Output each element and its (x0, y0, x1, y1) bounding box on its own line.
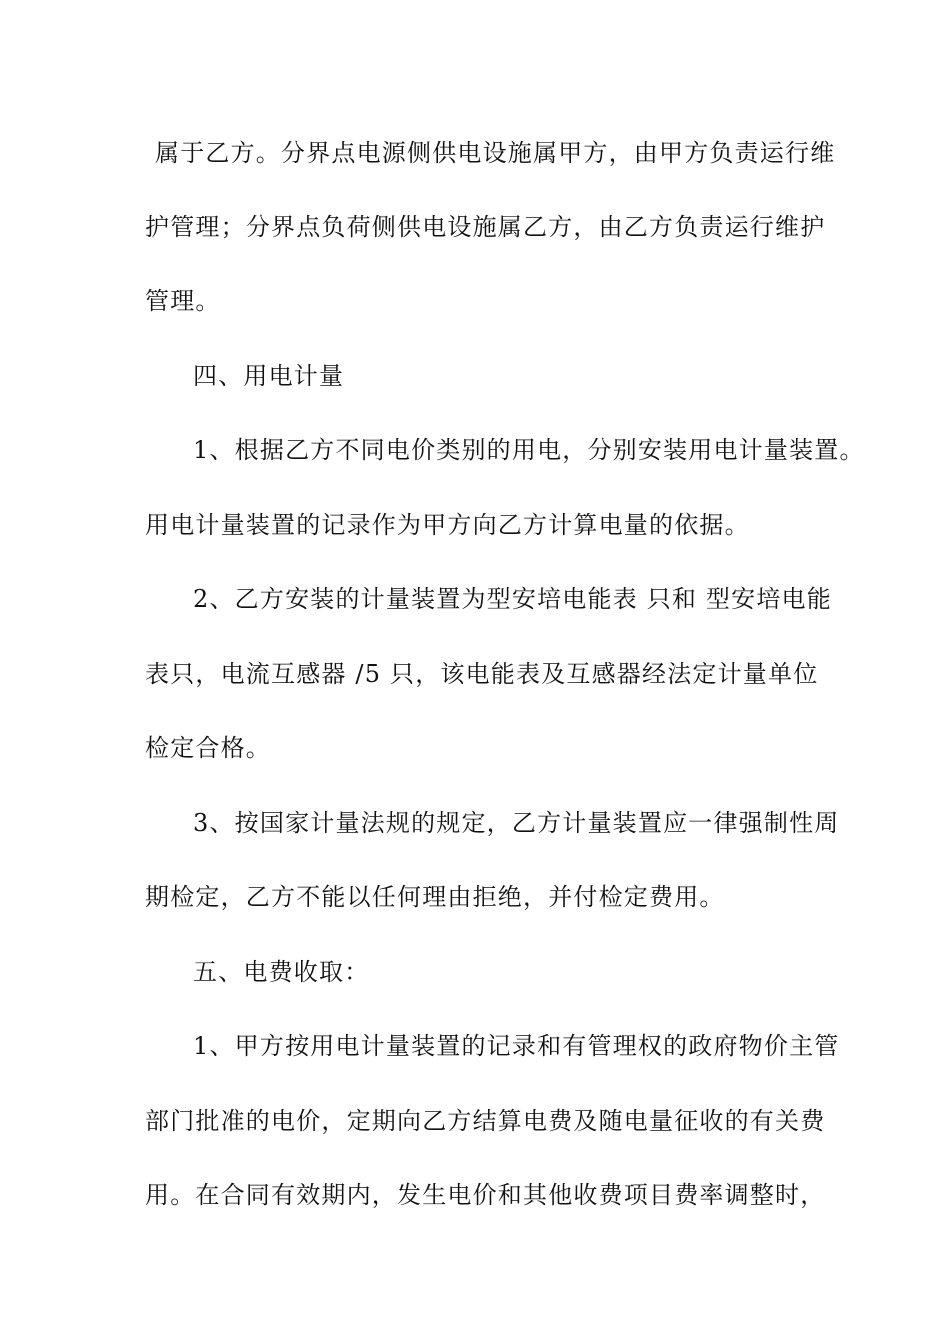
text-line: 用电计量装置的记录作为甲方向乙方计算电量的依据。 (145, 511, 750, 539)
text-line: 2、乙方安装的计量装置为型安培电能表 只和 型安培电能 (193, 585, 832, 613)
text-line: 护管理；分界点负荷侧供电设施属乙方，由乙方负责运行维护 (145, 213, 826, 241)
text-line: 期检定，乙方不能以任何理由拒绝，并付检定费用。 (145, 883, 725, 911)
text-line: 属于乙方。分界点电源侧供电设施属甲方，由甲方负责运行维 (155, 139, 836, 167)
text-line: 管理。 (145, 287, 221, 315)
text-line: 检定合格。 (145, 734, 271, 762)
text-line: 1、甲方按用电计量装置的记录和有管理权的政府物价主管 (193, 1032, 840, 1060)
text-line: 部门批准的电价，定期向乙方结算电费及随电量征收的有关费 (145, 1107, 826, 1135)
text-line: 用。在合同有效期内，发生电价和其他收费项目费率调整时， (145, 1181, 826, 1209)
text-line: 表只，电流互感器 /5 只，该电能表及互感器经法定计量单位 (145, 660, 819, 688)
section-heading: 五、电费收取： (193, 958, 370, 986)
text-line: 3、按国家计量法规的规定，乙方计量装置应一律强制性周 (193, 809, 840, 837)
section-heading: 四、用电计量 (193, 362, 345, 390)
text-line: 1、根据乙方不同电价类别的用电，分别安装用电计量装置。 (193, 436, 865, 464)
